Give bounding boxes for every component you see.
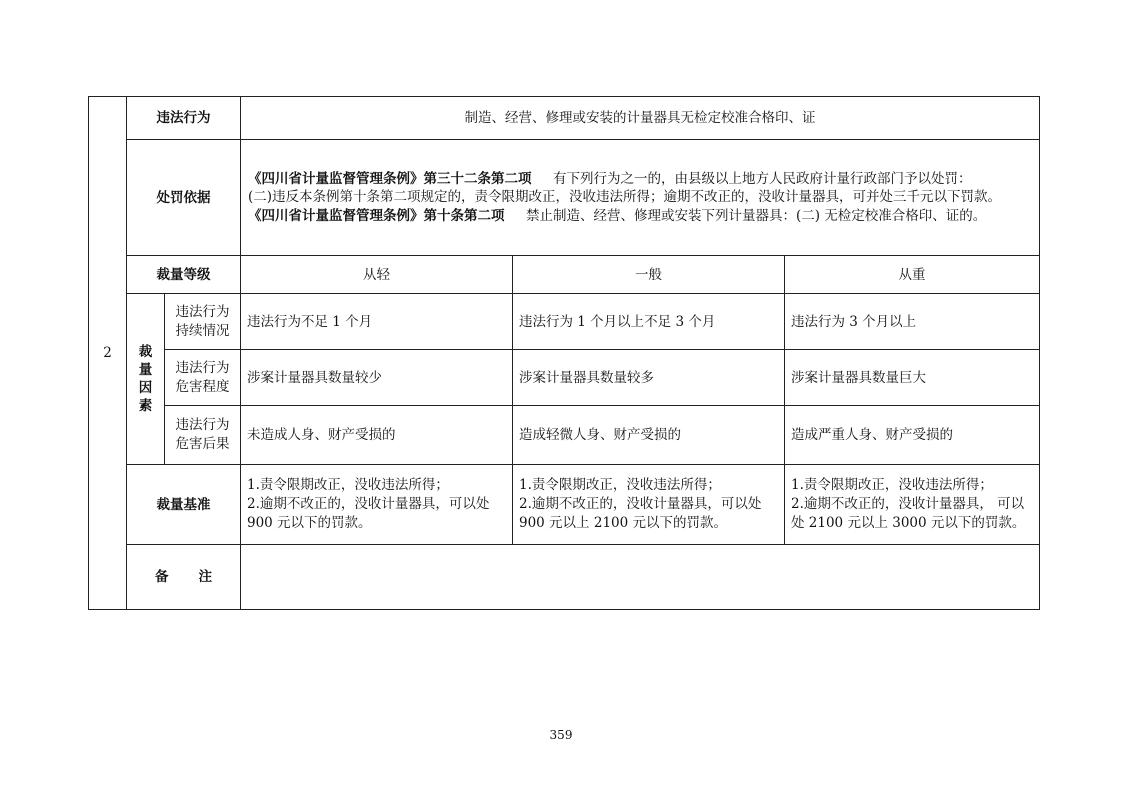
factor-name	[165, 350, 241, 406]
standard-light	[241, 465, 513, 545]
level-light: 从轻	[241, 256, 513, 294]
factor-name	[165, 406, 241, 465]
basis-row	[89, 140, 1040, 256]
remarks-text	[241, 545, 1040, 610]
factor-name-line1: 违法行为	[175, 303, 230, 320]
factor-name-line2: 危害程度	[175, 378, 230, 395]
page-number: 359	[549, 728, 573, 742]
factor-light: 未造成人身、财产受损的	[241, 406, 513, 465]
factor-name-line2: 危害后果	[175, 436, 230, 452]
standard-normal-2: 2.逾期不改正的，没收计量器具，可以处 900 元以上 2100 元以下的罚款。	[519, 496, 762, 531]
standard-light-1: 1.责令限期改正，没收违法所得；	[247, 477, 449, 493]
standard-row	[89, 465, 1040, 545]
factor-heavy: 造成严重人身、财产受损的	[785, 406, 1040, 465]
basis-ref1	[248, 170, 1035, 189]
standard-heavy-2: 2.逾期不改正的，没收计量器具， 可以处 2100 元以上 3000 元以下的罚款。	[791, 496, 1026, 531]
remarks-row	[89, 545, 1040, 610]
standard-label: 裁量基准	[127, 465, 241, 545]
factor-normal: 涉案计量器具数量较多	[513, 350, 785, 406]
factor-normal: 造成轻微人身、财产受损的	[513, 406, 785, 465]
factors-label-text: 裁量因素	[138, 344, 153, 414]
basis-text	[241, 140, 1040, 256]
factor-name	[165, 294, 241, 350]
violation-text: 制造、经营、修理或安装的计量器具无检定校准合格印、证	[241, 97, 1040, 140]
violation-label: 违法行为	[127, 97, 241, 140]
level-normal: 一般	[513, 256, 785, 294]
factor-row	[89, 294, 1040, 350]
remarks-label	[127, 545, 241, 610]
basis-ref1-title: 《四川省计量监督管理条例》第三十二条第二项	[248, 170, 532, 187]
penalty-table	[88, 96, 1040, 610]
factor-row	[89, 406, 1040, 465]
basis-ref2	[248, 207, 1035, 226]
levels-row	[89, 256, 1040, 294]
factor-light: 违法行为不足 1 个月	[241, 294, 513, 350]
factor-name-line1: 违法行为	[175, 359, 230, 376]
standard-heavy	[785, 465, 1040, 545]
standard-normal-1: 1.责令限期改正，没收违法所得；	[519, 477, 721, 493]
basis-ref2-title: 《四川省计量监督管理条例》第十条第二项	[248, 207, 505, 224]
factor-heavy: 违法行为 3 个月以上	[785, 294, 1040, 350]
remarks-label-char2: 注	[198, 569, 212, 585]
factor-heavy: 涉案计量器具数量巨大	[785, 350, 1040, 406]
standard-heavy-1: 1.责令限期改正，没收违法所得；	[791, 477, 993, 493]
standard-normal	[513, 465, 785, 545]
factor-light: 涉案计量器具数量较少	[241, 350, 513, 406]
levels-label: 裁量等级	[127, 256, 241, 294]
basis-label: 处罚依据	[127, 140, 241, 256]
basis-ref1-cont: (二)违反本条例第十条第二项规定的，责令限期改正，没收违法所得；逾期不改正的，没收计量器具，可并处三千元以下罚款。	[248, 189, 1002, 206]
basis-ref2-text: 禁止制造、经营、修理或安装下列计量器具：(二) 无检定校准合格印、证的。	[525, 207, 987, 224]
remarks-label-char1: 备	[155, 569, 169, 585]
row-number: 2	[89, 97, 127, 610]
factor-name-line2: 持续情况	[175, 322, 230, 339]
level-heavy: 从重	[785, 256, 1040, 294]
basis-ref1-text: 有下列行为之一的，由县级以上地方人民政府计量行政部门予以处罚：	[552, 170, 972, 187]
violation-row	[89, 97, 1040, 140]
standard-light-2: 2.逾期不改正的，没收计量器具，可以处 900 元以下的罚款。	[247, 496, 490, 531]
factor-row	[89, 350, 1040, 406]
factor-name-line1: 违法行为	[175, 417, 230, 433]
factors-label	[127, 294, 165, 465]
factor-normal: 违法行为 1 个月以上不足 3 个月	[513, 294, 785, 350]
